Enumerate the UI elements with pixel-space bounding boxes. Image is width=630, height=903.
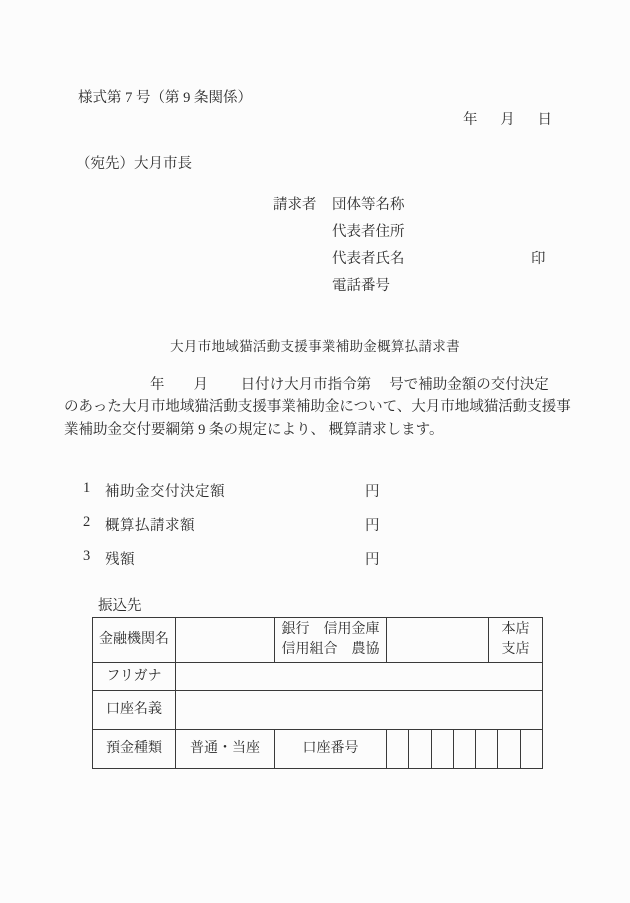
table-row-bank xyxy=(93,618,542,662)
seal-mark: 印 xyxy=(531,251,546,267)
item-label: 概算払請求額 xyxy=(105,518,195,534)
branch-name-blank-cell xyxy=(386,618,488,662)
date-month-label: 月 xyxy=(500,112,515,128)
account-number-digit-box xyxy=(408,730,430,768)
branch-type-line-1: 本店 xyxy=(501,622,530,637)
requester-field-organization-name: 団体等名称 xyxy=(332,197,405,213)
account-holder-blank-cell xyxy=(175,691,542,729)
requester-label: 請求者 xyxy=(273,197,317,213)
requester-field-representative-address: 代表者住所 xyxy=(332,224,405,240)
branch-type-options-cell xyxy=(488,618,542,662)
table-row-deposit xyxy=(93,729,542,768)
requester-fields xyxy=(332,197,405,305)
account-holder-label: 口座名義 xyxy=(106,702,162,717)
bank-type-line-1: 銀行 信用金庫 xyxy=(281,622,380,637)
body-line-1: 年 月 日付け大月市指令第 号で補助金額の交付決定 xyxy=(150,377,549,393)
deposit-type-options: 普通・当座 xyxy=(175,730,274,768)
furigana-blank-cell xyxy=(175,663,542,690)
requester-field-representative-name: 代表者氏名 xyxy=(332,251,405,267)
account-number-digit-strip xyxy=(386,730,542,768)
body-line-2: のあった大月市地域猫活動支援事業補助金について、大月市地域猫活動支援事 xyxy=(64,399,571,416)
item-unit-yen: 円 xyxy=(365,484,380,500)
requester-field-phone-number: 電話番号 xyxy=(332,278,390,294)
addressee: （宛先）大月市長 xyxy=(76,156,192,172)
form-number: 様式第 7 号（第 9 条関係） xyxy=(78,90,252,106)
account-number-digit-box xyxy=(431,730,453,768)
item-unit-yen: 円 xyxy=(365,552,380,568)
item-unit-yen: 円 xyxy=(365,518,380,534)
item-label: 残額 xyxy=(105,552,135,568)
table-row-account-holder xyxy=(93,690,542,729)
item-label: 補助金交付決定額 xyxy=(105,484,225,500)
account-number-digit-box xyxy=(520,730,542,768)
date-day-label: 日 xyxy=(537,112,552,128)
date-year-label: 年 xyxy=(463,112,478,128)
account-number-digit-box xyxy=(497,730,519,768)
item-number: 3 xyxy=(83,548,91,564)
bank-name-blank-cell xyxy=(175,618,274,662)
body-line-3: 業補助金交付要綱第 9 条の規定により、 概算請求します。 xyxy=(64,421,444,438)
transfer-caption: 振込先 xyxy=(98,598,142,614)
account-number-digit-box xyxy=(475,730,497,768)
item-remaining-amount xyxy=(0,548,630,566)
date-line xyxy=(463,108,552,129)
transfer-table xyxy=(92,617,543,769)
furigana-label: フリガナ xyxy=(106,668,162,684)
branch-type-line-2: 支店 xyxy=(501,642,530,657)
item-provisional-payment-amount xyxy=(0,514,630,532)
bank-type-options-cell xyxy=(274,618,386,662)
body-paragraph xyxy=(64,374,578,441)
account-number-digit-box xyxy=(387,730,408,768)
item-number: 1 xyxy=(83,480,91,496)
account-number-digit-box xyxy=(453,730,475,768)
deposit-type-label: 預金種類 xyxy=(106,741,162,756)
bank-name-label: 金融機関名 xyxy=(99,632,169,647)
item-number: 2 xyxy=(83,514,91,530)
document-title: 大月市地域猫活動支援事業補助金概算払請求書 xyxy=(170,339,460,354)
item-grant-decision-amount xyxy=(0,480,630,498)
bank-type-line-2: 信用組合 農協 xyxy=(281,642,380,657)
table-row-furigana xyxy=(93,662,542,690)
account-number-label: 口座番号 xyxy=(274,730,386,768)
